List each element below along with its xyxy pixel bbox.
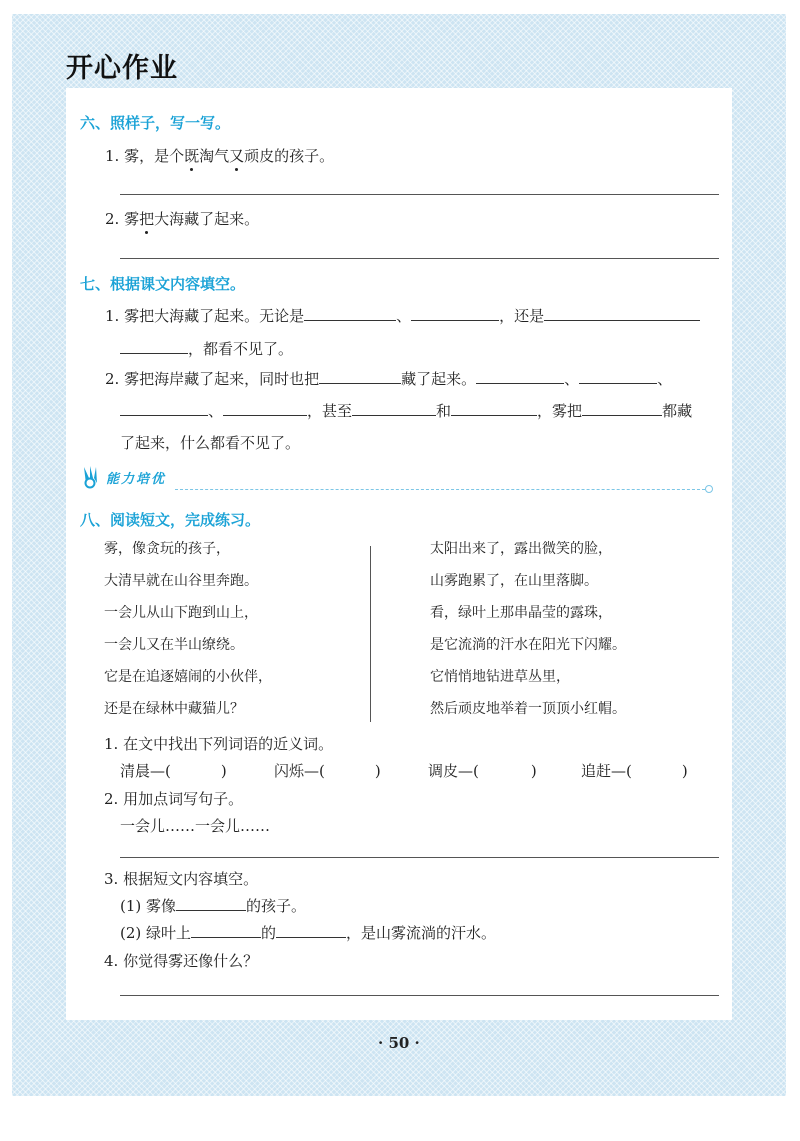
s7-q2-d: 和 xyxy=(436,402,452,420)
s8-q1-title: 1. 在文中找出下列词语的近义词。 xyxy=(104,735,334,753)
s7-q1-blank-4[interactable] xyxy=(120,339,188,354)
poem-divider xyxy=(370,546,371,722)
section-6-title: 六、照样子，写一写。 xyxy=(80,114,231,132)
s7-q1-blank-2[interactable] xyxy=(411,306,499,321)
s7-q1-blank-1[interactable] xyxy=(304,306,396,321)
s7-q2-line1 xyxy=(105,368,672,389)
poem-left-5: 它是在追逐嬉闹的小伙伴， xyxy=(104,669,272,685)
s8-q3-title: 3. 根据短文内容填空。 xyxy=(104,870,259,888)
s8-q2-answer-line[interactable] xyxy=(120,857,719,858)
synonym-close-3: ) xyxy=(530,762,537,780)
s7-q2-blank-8[interactable] xyxy=(582,401,662,416)
synonym-item-1 xyxy=(120,760,227,781)
synonym-word-3: 调皮—( xyxy=(428,762,479,780)
badge-divider xyxy=(175,489,705,490)
poem-right-3: 看，绿叶上那串晶莹的露珠， xyxy=(430,605,612,621)
s6-q1-dot-word-2: 又 xyxy=(229,147,245,165)
poem-left-4: 一会儿又在半山缭绕。 xyxy=(104,637,244,653)
s6-q1-answer-line[interactable] xyxy=(120,194,719,195)
section-8-title: 八、阅读短文，完成练习。 xyxy=(80,511,261,529)
s8-q3-a-pre: (1) 雾像 xyxy=(120,897,177,915)
synonym-item-2 xyxy=(274,760,381,781)
s8-q3-b xyxy=(120,922,496,943)
s8-q2-example: 一会儿……一会儿…… xyxy=(120,817,271,835)
s8-q3-a-post: 的孩子。 xyxy=(246,897,307,915)
s7-q1-line1 xyxy=(105,305,700,326)
poem-left-6: 还是在绿林中藏猫儿？ xyxy=(104,701,244,717)
synonym-word-2: 闪烁—( xyxy=(274,762,325,780)
s7-q2-f: 都藏 xyxy=(662,402,693,420)
s8-q3-blank-1[interactable] xyxy=(176,896,246,911)
s7-q1-b: 、 xyxy=(396,307,412,325)
s7-q1-line2 xyxy=(120,338,293,359)
s7-q1-c: ，还是 xyxy=(499,307,545,325)
s8-q3-b-mid: 的 xyxy=(261,924,277,942)
poem-left-3: 一会儿从山下跑到山上， xyxy=(104,605,258,621)
poem-right-2: 山雾跑累了，在山里落脚。 xyxy=(430,573,598,589)
s6-q1-mid: 淘气 xyxy=(199,147,230,165)
s7-q2-blank-7[interactable] xyxy=(451,401,537,416)
s7-q2-line3: 了起来，什么都看不见了。 xyxy=(120,434,301,452)
badge-icon xyxy=(80,464,106,490)
s7-q2-blank-2[interactable] xyxy=(476,369,564,384)
synonym-close-2: ) xyxy=(374,762,381,780)
s7-q2-sep-3: 、 xyxy=(208,402,224,420)
poem-right-1: 太阳出来了，露出微笑的脸， xyxy=(430,541,612,557)
s7-q2-blank-4[interactable] xyxy=(120,401,208,416)
s6-q2-answer-line[interactable] xyxy=(120,258,719,259)
s6-q1 xyxy=(105,145,334,166)
section-7-title: 七、根据课文内容填空。 xyxy=(80,275,246,293)
poem-right-4: 是它流淌的汗水在阳光下闪耀。 xyxy=(430,637,626,653)
poem-right-5: 它悄悄地钻进草丛里， xyxy=(430,669,570,685)
s7-q2-blank-3[interactable] xyxy=(579,369,657,384)
page-number: · 50 · xyxy=(378,1034,420,1052)
synonym-close-4: ) xyxy=(681,762,688,780)
s7-q1-a: 1. 雾把大海藏了起来。无论是 xyxy=(105,307,305,325)
s6-q2-post: 大海藏了起来。 xyxy=(154,210,260,228)
s6-q2-dot-word: 把 xyxy=(139,210,155,228)
s7-q1-d: ，都看不见了。 xyxy=(188,340,294,358)
poem-left-2: 大清早就在山谷里奔跑。 xyxy=(104,573,258,589)
s6-q1-pre: 1. 雾，是个 xyxy=(105,147,185,165)
s7-q1-blank-3[interactable] xyxy=(544,306,700,321)
s7-q2-sep-2: 、 xyxy=(657,370,673,388)
s8-q4-answer-line[interactable] xyxy=(120,995,719,996)
s7-q2-line2 xyxy=(120,400,692,421)
s7-q2-blank-6[interactable] xyxy=(352,401,436,416)
s8-q3-blank-2[interactable] xyxy=(191,923,261,938)
divider-end-dot xyxy=(705,485,713,493)
s6-q1-dot-word-1: 既 xyxy=(184,147,200,165)
page-title: 开心作业 xyxy=(66,53,178,84)
s7-q2-blank-1[interactable] xyxy=(319,369,401,384)
s8-q3-a xyxy=(120,895,306,916)
s8-q3-b-post: ，是山雾流淌的汗水。 xyxy=(346,924,497,942)
badge-label: 能力培优 xyxy=(106,472,167,487)
synonym-item-4 xyxy=(581,760,688,781)
s6-q2 xyxy=(105,208,259,229)
poem-left-1: 雾，像贪玩的孩子， xyxy=(104,541,230,557)
synonym-word-1: 清晨—( xyxy=(120,762,171,780)
synonym-word-4: 追赶—( xyxy=(581,762,632,780)
s7-q2-b: 藏了起来。 xyxy=(401,370,477,388)
s8-q3-b-pre: (2) 绿叶上 xyxy=(120,924,192,942)
ability-badge xyxy=(80,464,180,488)
s7-q2-e: ，雾把 xyxy=(537,402,583,420)
s7-q2-c: ，甚至 xyxy=(307,402,353,420)
synonym-item-3 xyxy=(428,760,537,781)
s7-q2-blank-5[interactable] xyxy=(223,401,307,416)
synonym-close-1: ) xyxy=(220,762,227,780)
poem-right-6: 然后顽皮地举着一顶顶小红帽。 xyxy=(430,701,626,717)
s8-q3-blank-3[interactable] xyxy=(276,923,346,938)
s6-q1-post: 顽皮的孩子。 xyxy=(244,147,335,165)
s7-q2-a: 2. 雾把海岸藏了起来，同时也把 xyxy=(105,370,320,388)
s8-q2-title: 2. 用加点词写句子。 xyxy=(104,790,244,808)
s6-q2-pre: 2. 雾 xyxy=(105,210,140,228)
s7-q2-sep-1: 、 xyxy=(564,370,580,388)
s8-q4-title: 4. 你觉得雾还像什么？ xyxy=(104,952,259,970)
